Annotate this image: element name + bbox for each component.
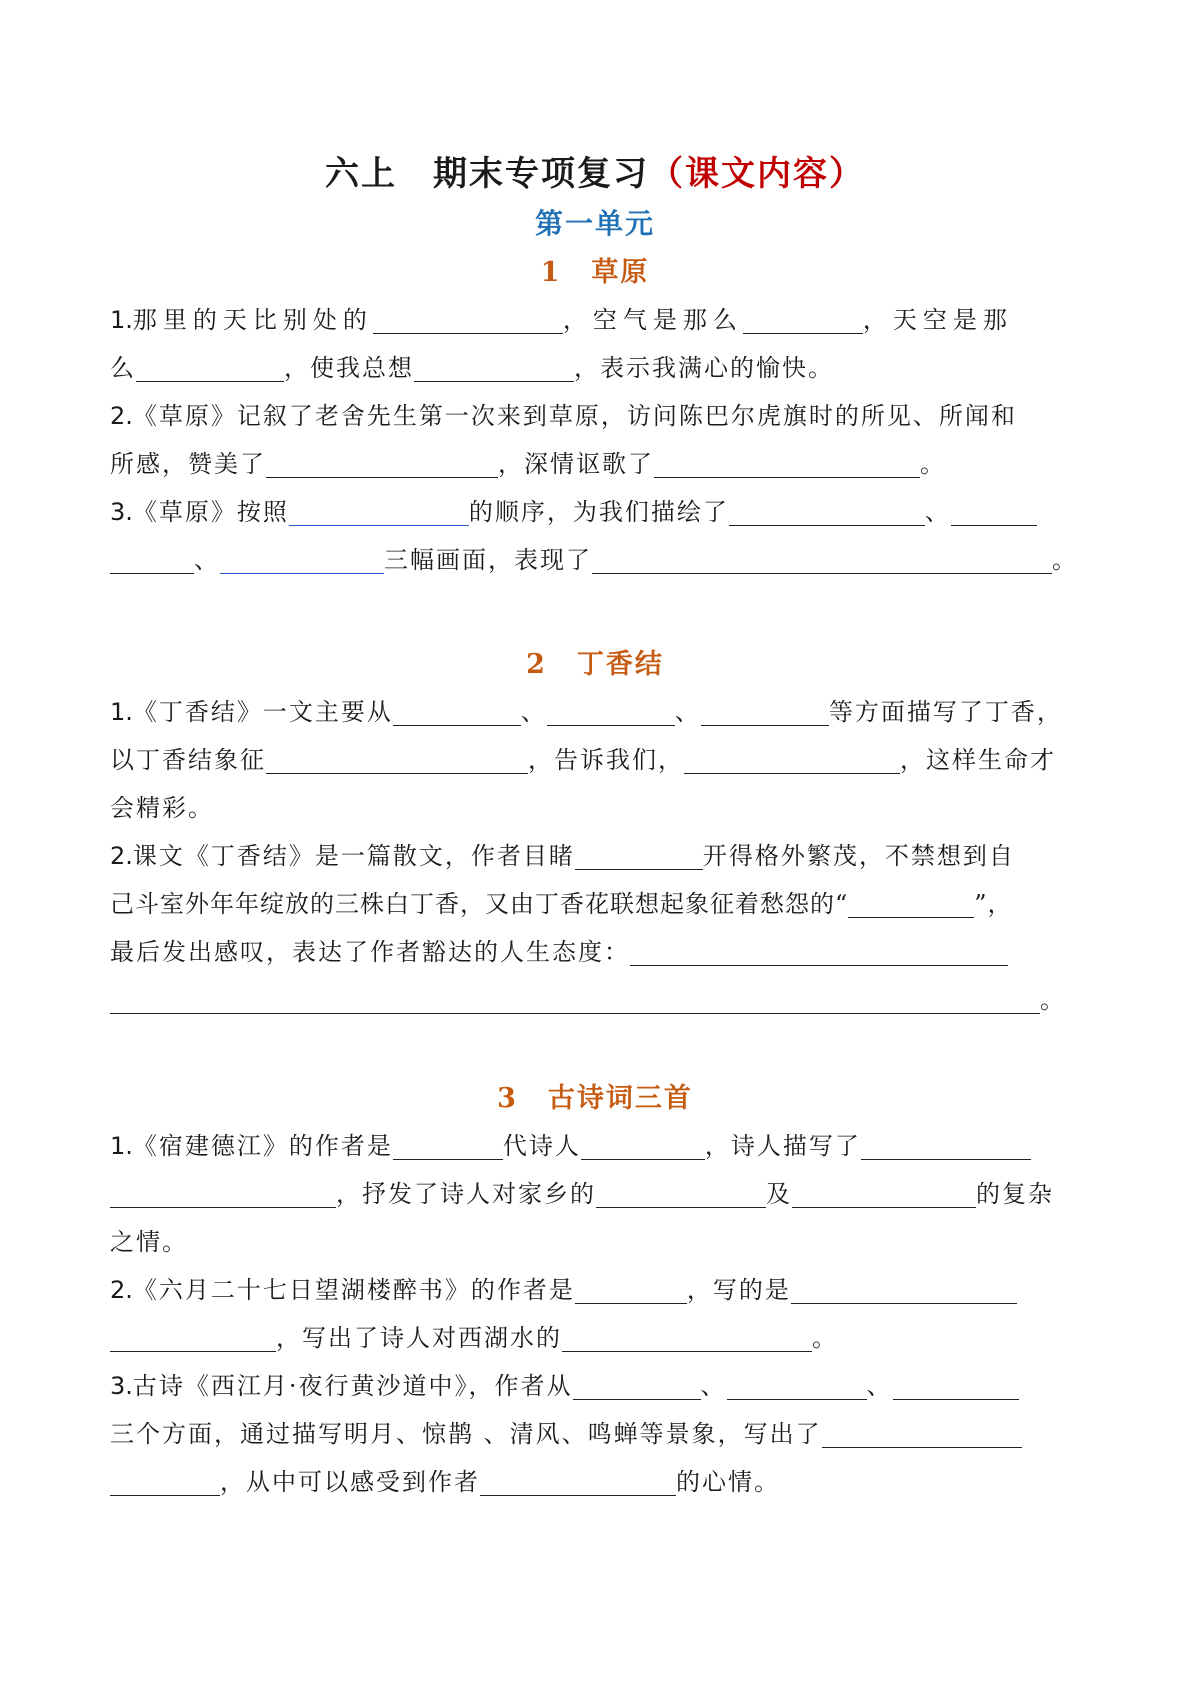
answer-blank[interactable] [592,543,1052,574]
page-title [0,146,1190,195]
answer-blank[interactable] [136,351,284,382]
question-2-1: 1.《丁香结》一文主要从 、 、 等方面描写了丁香， 以丁香结象征 ，告诉我们， ，这样生命才 会精彩。 [110,688,1080,832]
answer-blank[interactable] [575,839,703,870]
lesson-number: 1 [540,257,562,288]
title-main: 期末专项复习 [433,154,649,194]
answer-blank[interactable] [684,743,900,774]
title-grade: 六上 [325,154,397,194]
question-2-2: 2.课文《丁香结》是一篇散文，作者目睹 开得格外繁茂，不禁想到自 己斗室外年年绽放的三株白丁香，又由丁香花联想起象征着愁怨的“ ”， 最后发出感叹，表达了作者豁达的人生态度： 。 [110,832,1080,1024]
lesson-heading-3 [0,1076,1190,1115]
answer-blank[interactable] [654,447,920,478]
lesson-name: 古诗词三首 [547,1083,693,1114]
question-1-2: 2.《草原》记叙了老舍先生第一次来到草原，访问陈巴尔虎旗时的所见、所闻和 所感，赞美了 ，深情讴歌了 。 [110,402,1017,478]
answer-blank[interactable] [110,1321,276,1352]
answer-blank[interactable] [848,887,974,918]
answer-blank[interactable] [861,1129,1031,1160]
answer-blank[interactable] [220,543,384,574]
answer-blank[interactable] [581,1129,705,1160]
lesson-name: 草原 [591,257,650,288]
title-subtitle: （课文内容） [649,154,865,194]
lesson-heading-2 [0,642,1190,681]
answer-blank[interactable] [414,351,574,382]
answer-blank[interactable] [575,1273,687,1304]
answer-blank[interactable] [110,1465,220,1496]
answer-blank[interactable] [573,1369,701,1400]
unit-heading: 第一单元 [534,207,655,240]
answer-blank[interactable] [393,1129,503,1160]
answer-blank[interactable] [110,1177,336,1208]
answer-blank[interactable] [266,447,498,478]
answer-blank[interactable] [630,935,1008,966]
answer-blank[interactable] [701,695,829,726]
answer-blank[interactable] [562,1321,812,1352]
answer-blank[interactable] [893,1369,1019,1400]
answer-blank[interactable] [266,743,528,774]
answer-blank[interactable] [393,695,521,726]
question-1-3: 3.《草原》按照 的顺序，为我们描绘了 、 、 三幅画面，表现了 。 [110,488,1080,584]
answer-blank[interactable] [743,303,863,334]
answer-blank[interactable] [373,303,563,334]
answer-blank[interactable] [791,1273,1017,1304]
lesson-number: 2 [526,649,547,680]
answer-blank[interactable] [951,495,1037,526]
lesson-heading-1 [0,250,1190,289]
answer-blank[interactable] [792,1177,976,1208]
question-3-2: 2.《六月二十七日望湖楼醉书》的作者是 ，写的是 ，写出了诗人对西湖水的 。 [110,1266,1080,1362]
question-3-1: 1.《宿建德江》的作者是 代诗人 ，诗人描写了 ，抒发了诗人对家乡的 及 的复杂 之情。 [110,1122,1080,1266]
answer-blank[interactable] [822,1417,1022,1448]
answer-blank[interactable] [110,543,194,574]
question-1-1: 1.那里的天比别处的 ，空气是那么 ，天空是那 么 ，使我总想 ，表示我满心的愉快。 [110,296,1080,392]
answer-blank[interactable] [110,983,1040,1014]
answer-blank[interactable] [727,1369,867,1400]
answer-blank[interactable] [729,495,925,526]
lesson-number: 3 [497,1083,518,1114]
lesson-name: 丁香结 [576,649,664,680]
answer-blank[interactable] [289,495,469,526]
answer-blank[interactable] [547,695,675,726]
answer-blank[interactable] [596,1177,766,1208]
question-3-3: 3.古诗《西江月·夜行黄沙道中》，作者从 、 、 三个方面，通过描写明月、惊鹊 、清风、鸣蝉等景象，写出了 ，从中可以感受到作者 的心情。 [110,1362,1080,1506]
answer-blank[interactable] [480,1465,676,1496]
